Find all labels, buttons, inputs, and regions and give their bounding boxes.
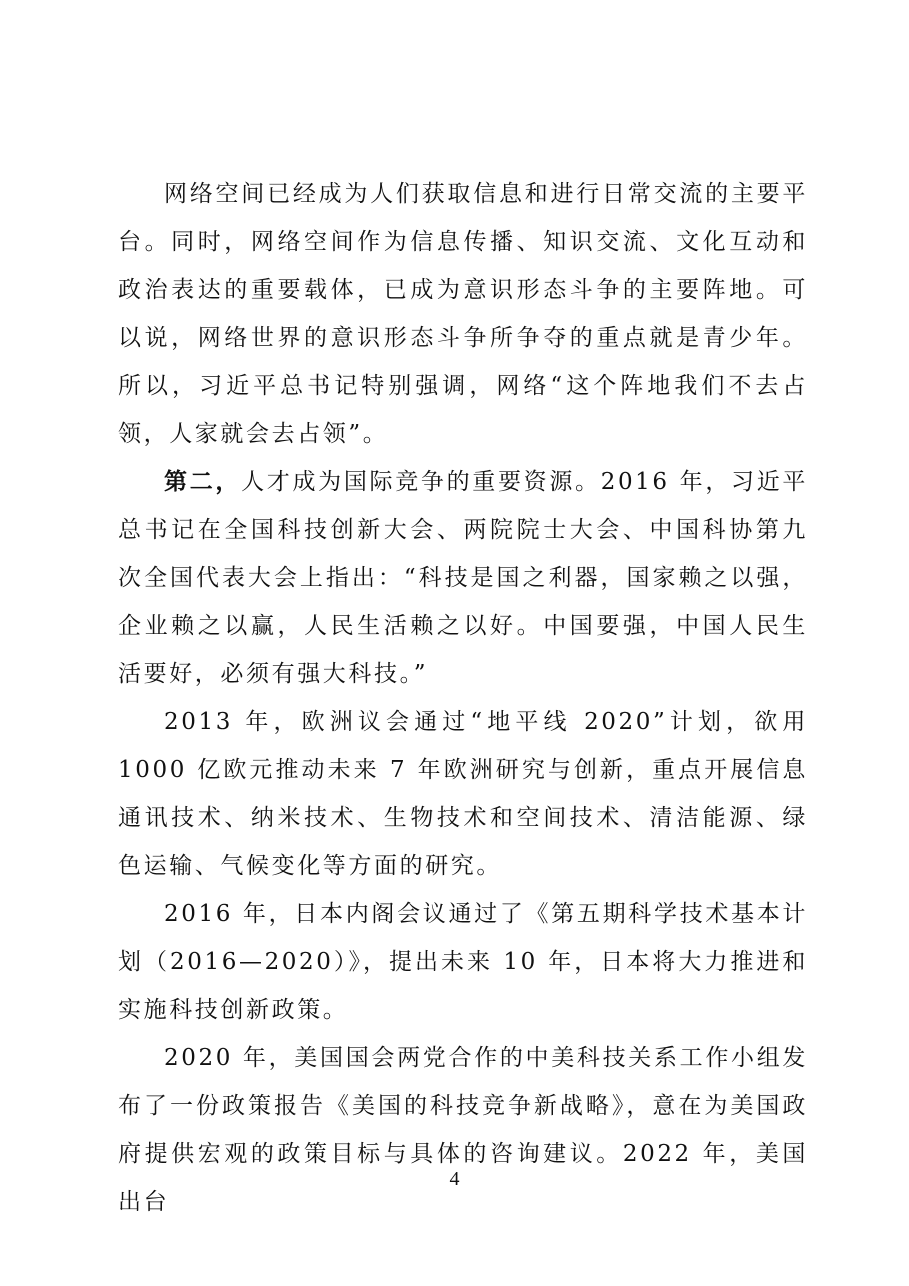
paragraph-2: [118, 458, 808, 698]
page-number: 4: [449, 1168, 460, 1190]
paragraph-5: [118, 1034, 808, 1226]
paragraph-3-text: 2013 年，欧洲议会通过“地平线 2020”计划，欲用 1000 亿欧元推动未来 7 年欧洲研究与创新，重点开展信息通讯技术、纳米技术、生物技术和空间技术、清洁能源、绿色运输、气候变化等方面的研究。: [118, 709, 808, 879]
paragraph-2-text: 人才成为国际竞争的重要资源。2016 年，习近平总书记在全国科技创新大会、两院院士大会、中国科协第九次全国代表大会上指出：“科技是国之利器，国家赖之以强，企业赖之以赢，人民生活赖之以好。中国要强，中国人民生活要好，必须有强大科技。”: [118, 469, 808, 687]
paragraph-1: [118, 170, 808, 458]
paragraph-4: [118, 890, 808, 1034]
paragraph-3: [118, 698, 808, 890]
paragraph-2-lead: 第二，: [164, 469, 242, 495]
paragraph-5-text: 2020 年，美国国会两党合作的中美科技关系工作小组发布了一份政策报告《美国的科技竞争新战略》，意在为美国政府提供宏观的政策目标与具体的咨询建议。2022 年，美国出台: [118, 1045, 808, 1215]
paragraph-4-text: 2016 年，日本内阁会议通过了《第五期科学技术基本计划（2016—2020）》，提出未来 10 年，日本将大力推进和实施科技创新政策。: [118, 901, 808, 1023]
body-text: [118, 170, 808, 1226]
paragraph-1-text: 网络空间已经成为人们获取信息和进行日常交流的主要平台。同时，网络空间作为信息传播、知识交流、文化互动和政治表达的重要载体，已成为意识形态斗争的主要阵地。可以说，网络世界的意识形态斗争所争夺的重点就是青少年。所以，习近平总书记特别强调，网络“这个阵地我们不去占领，人家就会去占领”。: [118, 181, 808, 447]
